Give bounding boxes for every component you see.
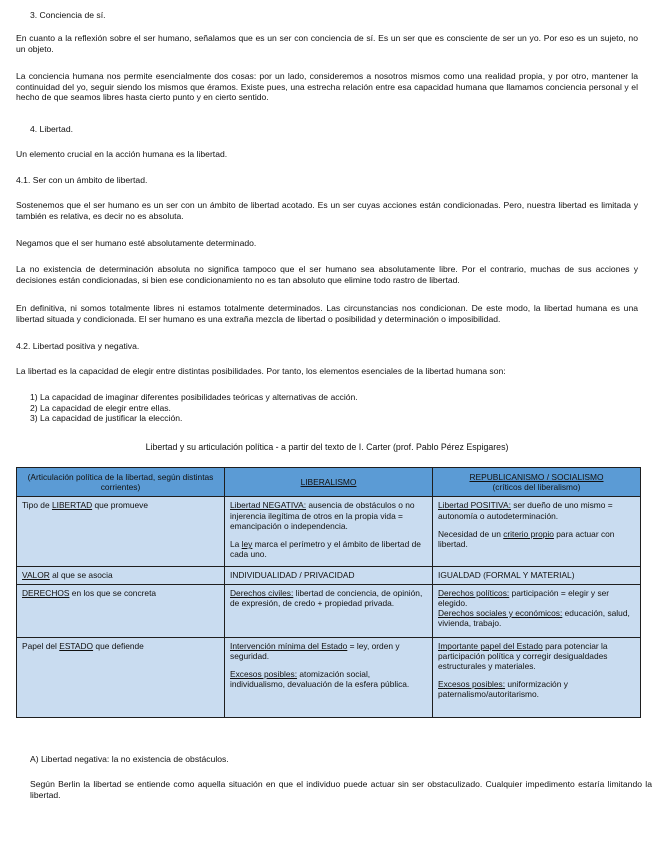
list-item: 2) La capacidad de elegir entre ellas. <box>30 402 171 413</box>
section-4-1-paragraph-2: Negamos que el ser humano esté absolutamente determinado. <box>16 238 257 248</box>
cell-libertad-republicanismo: Libertad POSITIVA: ser dueño de uno mismo = autonomía o autodeterminación. Necesidad de un criterio propio para actuar con libertad. <box>433 497 641 567</box>
cell-estado-liberalismo: Intervención mínima del Estado = ley, orden y seguridad. Excesos posibles: atomización social, individualismo, devaluación de la esfera pública. <box>225 637 433 717</box>
table-header-row <box>17 468 641 497</box>
cell-libertad-liberalismo: Libertad NEGATIVA: ausencia de obstáculos o no injerencia ilegítima de otros en la propia vida = emancipación o independencia. La ley marca el perímetro y el ámbito de libertad de cada uno. <box>225 497 433 567</box>
table-row <box>17 637 641 717</box>
list-item: 1) La capacidad de imaginar diferentes posibilidades teóricas y alternativas de acción. <box>30 392 358 402</box>
table-row <box>17 497 641 567</box>
cell-valor-liberalismo: INDIVIDUALIDAD / PRIVACIDAD <box>225 567 433 584</box>
list-item: 3) La capacidad de justificar la elección. <box>30 413 183 424</box>
section-4-1-heading: 4.1. Ser con un ámbito de libertad. <box>16 175 148 185</box>
cell-estado-republicanismo: Importante papel del Estado para potenciar la participación política y corregir desigualdades estructurales y materiales. Excesos posibles: uniformización y paternalismo/autoritarismo. <box>433 637 641 717</box>
header-republicanismo-sub: (críticos del liberalismo) <box>492 482 581 493</box>
header-articulation: (Articulación política de la libertad, según distintas corrientes) <box>17 468 225 497</box>
section-4-2-heading: 4.2. Libertad positiva y negativa. <box>16 341 140 351</box>
capacities-list <box>16 392 652 424</box>
row-label-libertad: Tipo de LIBERTAD que promueve <box>17 497 225 567</box>
subsection-a-paragraph: Según Berlin la libertad se entiende como aquella situación en que el individuo puede actuar sin ser obstaculizado. Cualquier impedimento estaría limitando la libertad. <box>30 779 652 800</box>
header-liberalismo-label: LIBERALISMO <box>300 477 357 488</box>
section-4-2-paragraph-1: La libertad es la capacidad de elegir entre distintas posibilidades. Por tanto, los elementos esenciales de la libertad humana son: <box>16 366 506 376</box>
section-4-1-paragraph-3: La no existencia de determinación absoluta no significa tampoco que el ser humano sea absolutamente libre. Por el contrario, muchas de sus acciones y decisiones están condicionadas, si bien ese condicionamiento no es tan absoluto que elimine todo rastro de libertad. <box>16 264 638 285</box>
cell-valor-republicanismo: IGUALDAD (FORMAL Y MATERIAL) <box>433 567 641 584</box>
section-4-heading: 4. Libertad. <box>30 124 73 134</box>
row-label-estado: Papel del ESTADO que defiende <box>17 637 225 717</box>
section-4-1-paragraph-1: Sostenemos que el ser humano es un ser con un ámbito de libertad acotado. Es un ser cuyas acciones están condicionadas. Pero, nuestra libertad es limitada y también es relativa, es decir no es absoluta. <box>16 200 638 221</box>
section-4-1-paragraph-4: En definitiva, ni somos totalmente libres ni estamos totalmente determinados. Las circunstancias nos condicionan. De este modo, la libertad humana es una libertad situada y condicionada. El ser humano es una extraña mezcla de libertad o posibilidad y determinación o imposibilidad. <box>16 303 638 324</box>
table-caption: Libertad y su articulación política - a partir del texto de I. Carter (prof. Pablo Pérez Espigares) <box>145 442 509 452</box>
section-4-paragraph-1: Un elemento crucial en la acción humana es la libertad. <box>16 149 228 159</box>
table-row <box>17 584 641 637</box>
row-label-valor: VALOR al que se asocia <box>17 567 225 584</box>
subsection-a-heading: A) Libertad negativa: la no existencia de obstáculos. <box>30 754 229 764</box>
section-3-paragraph-1: En cuanto a la reflexión sobre el ser humano, señalamos que es un ser con conciencia de sí. Es un ser que es consciente de ser un yo. Por eso es un sujeto, no un objeto. <box>16 33 638 54</box>
header-republicanismo <box>433 468 641 497</box>
liberty-comparison-table <box>16 467 641 718</box>
row-label-derechos: DERECHOS en los que se concreta <box>17 584 225 637</box>
section-3-paragraph-2: La conciencia humana nos permite esencialmente dos cosas: por un lado, consideremos a nosotros mismos como una realidad propia, y por otro, mantener la continuidad del yo, seguir siendo los mismos que éramos. Existe pues, una estrecha relación entre esa capacidad humana que llamamos conciencia personal y el hecho de que seamos libres hasta cierto punto y en cierto sentido. <box>16 71 638 103</box>
header-liberalismo <box>225 468 433 497</box>
table-row <box>17 567 641 584</box>
header-republicanismo-label: REPUBLICANISMO / SOCIALISMO <box>469 472 604 482</box>
section-3-heading: 3. Conciencia de sí. <box>30 10 106 20</box>
cell-derechos-liberalismo: Derechos civiles: libertad de conciencia, de opinión, de expresión, de credo + propiedad privada. <box>225 584 433 637</box>
cell-derechos-republicanismo: Derechos políticos: participación = elegir y ser elegido. Derechos sociales y económicos: educación, salud, vivienda, trabajo. <box>433 584 641 637</box>
